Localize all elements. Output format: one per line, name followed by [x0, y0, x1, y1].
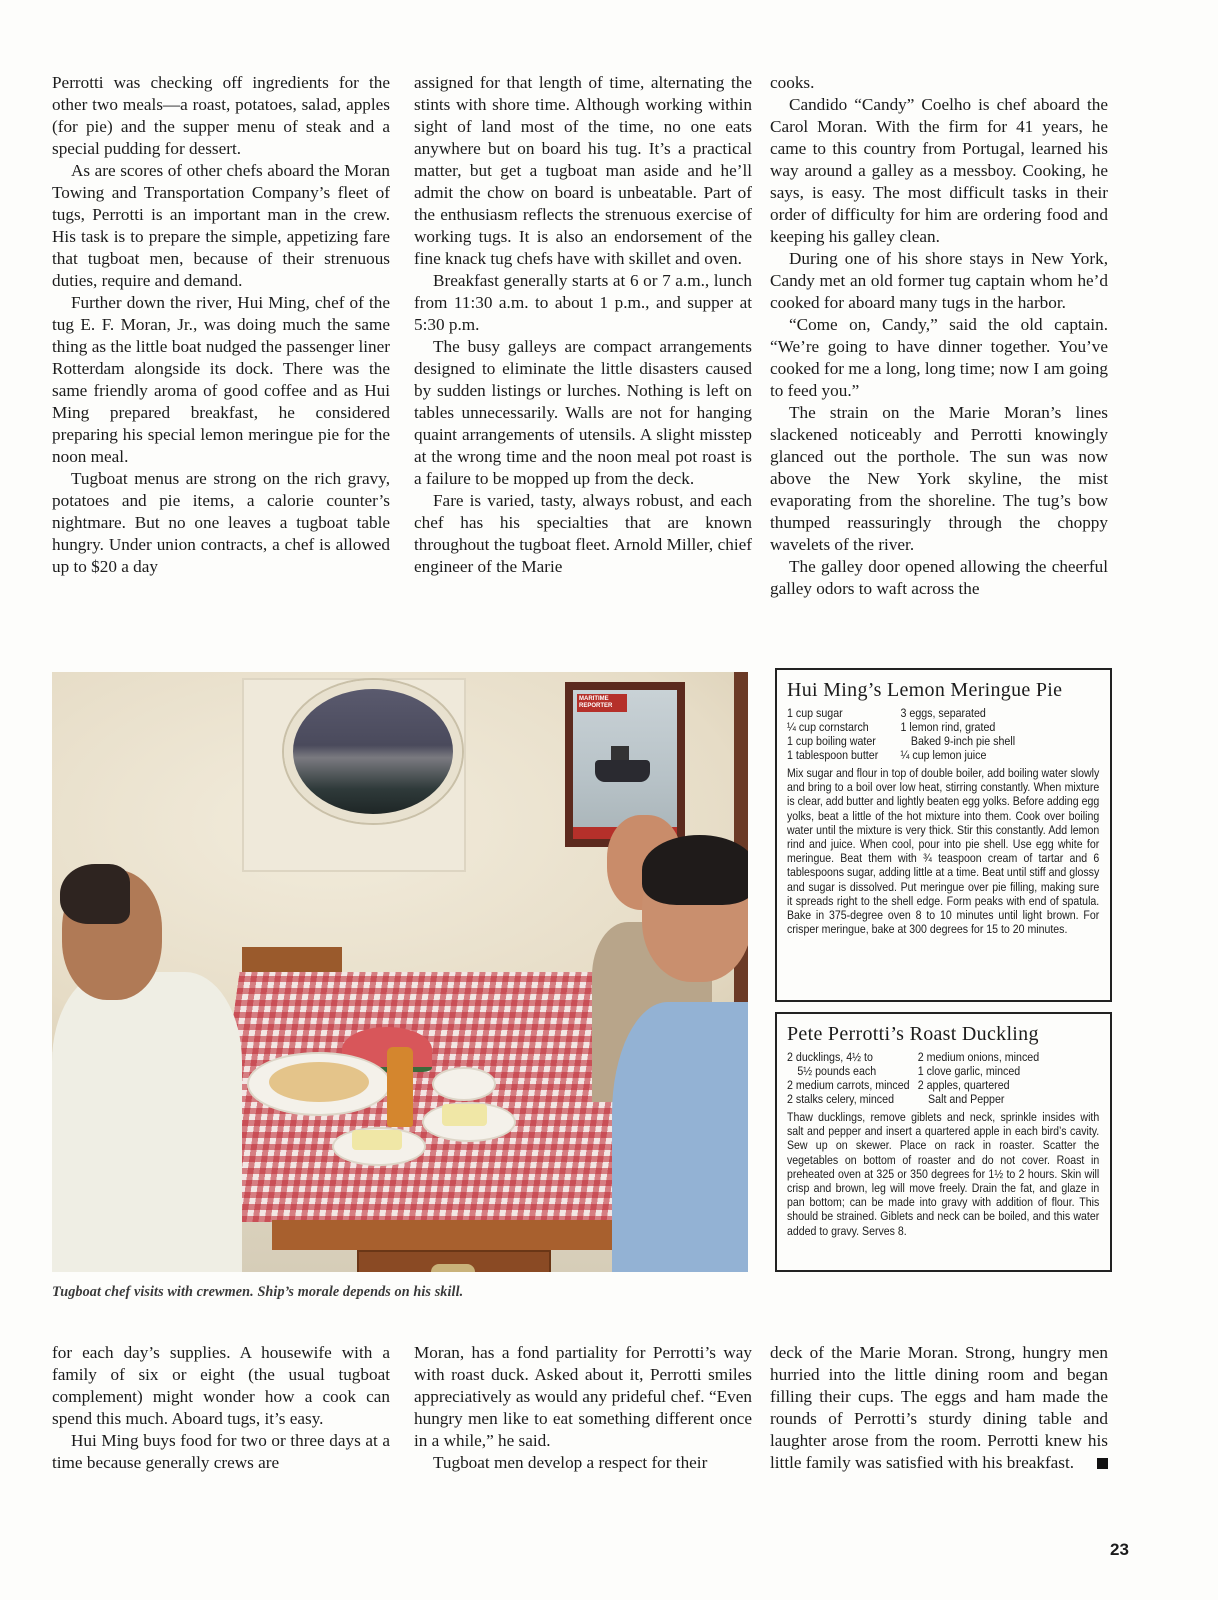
- ingredient: 5½ pounds each: [797, 1064, 877, 1078]
- article-column-2-top: [414, 72, 752, 578]
- page-number: 23: [1110, 1540, 1129, 1559]
- dressing-bottle: [387, 1047, 413, 1127]
- recipe-title: Hui Ming’s Lemon Meringue Pie: [787, 679, 1063, 701]
- ingredient: Baked 9-inch pie shell: [910, 734, 1016, 748]
- recipe-lemon-meringue-pie: [775, 668, 1112, 1002]
- paragraph: Further down the river, Hui Ming, chef of the tug E. F. Moran, Jr., was doing much the same thing as the little boat nudged the passenger liner Rotterdam alongside its dock. There was the same friendly aroma of good coffee and as Hui Ming prepared breakfast, he considered preparing his special lemon meringue pie for the noon meal.: [52, 293, 390, 466]
- recipe-title: Pete Perrotti’s Roast Duckling: [787, 1023, 1039, 1045]
- table-drawer: [357, 1250, 551, 1272]
- paragraph: The busy galleys are compact arrangements designed to eliminate the little disasters caused by sudden listings or lurches. Nothing is left on tables unnecessarily. Walls are not for hanging quaint arrangements of utensils. A slight misstep at the wrong time and the noon meal pot roast is a failure to be mopped up from the deck.: [414, 337, 752, 488]
- young-crewman-body: [612, 1002, 748, 1272]
- recipe-roast-duckling: [775, 1012, 1112, 1272]
- paragraph: Hui Ming buys food for two or three days at a time because generally crews are: [52, 1431, 390, 1472]
- ingredient: 2 stalks celery, minced: [787, 1092, 895, 1106]
- paragraph: The strain on the Marie Moran’s lines slackened noticeably and Perrotti knowingly glanced out the porthole. The sun was now above the New York skyline, the mist evaporating from the shoreline. The tug’s bow thumped reassuringly through the choppy wavelets of the river.: [770, 403, 1108, 554]
- tugboat-illustration: [595, 760, 650, 782]
- photo-caption: Tugboat chef visits with crewmen. Ship’s morale depends on his skill.: [52, 1284, 464, 1300]
- ingredient: 2 medium carrots, minced: [787, 1078, 910, 1092]
- paragraph: Fare is varied, tasty, always robust, and each chef has his specialties that are known throughout the tugboat fleet. Arnold Miller, chief engineer of the Marie: [414, 491, 752, 576]
- paragraph: During one of his shore stays in New York, Candy met an old former tug captain whom he’d cooked for aboard many tugs in the harbor.: [770, 249, 1108, 312]
- recipe-method: Mix sugar and flour in top of double boiler, add boiling water slowly and bring to a boil over low heat, stirring constantly. When mixture is clear, add butter and lightly beaten egg yolks. Before adding egg yolks, beat a little of the hot mixture into them. Cook over boiling water until the mixture is very thick. Stir this constantly. Add lemon rind and juice. When cool, pour into pie shell. Use egg white for meringue. Beat them with ¾ teaspoon cream of tartar and 6 tablespoons sugar, adding little at a time. Beat until stiff and glossy and sugar is dissolved. Put meringue over pie filling, making sure it spreads right to the shell edge. Form peaks with end of spatula. Bake in 375-degree oven 8 to 10 minutes until light brown. For crisper meringue, bake at 300 degrees for 15 to 20 minutes.: [787, 766, 1100, 937]
- ingredient: 1 cup sugar: [787, 706, 843, 720]
- chef-hair: [60, 864, 130, 924]
- ingredient: 1 cup boiling water: [787, 734, 876, 748]
- paragraph: Tugboat men develop a respect for their: [433, 1453, 708, 1472]
- paragraph: assigned for that length of time, alternating the stints with shore time. Although working within sight of land most of the time, no one eats anywhere but on board his tug. It’s a practical matter, but get a tugboat man aside and he’ll admit the chow on board is unbeatable. Part of the enthusiasm reflects the strenuous exercise of working tugs. It is also an endorsement of the fine knack tug chefs have with skillet and oven.: [414, 73, 752, 268]
- ingredient: ¼ cup cornstarch: [787, 720, 869, 734]
- ingredient: 1 clove garlic, minced: [917, 1064, 1021, 1078]
- paragraph: [770, 1342, 1108, 1474]
- paragraph: Moran, has a fond partiality for Perrotti’s way with roast duck. Asked about it, Perrotti smiles appreciatively as would any prideful chef. “Even hungry men like to eat something different once in a while,” he said.: [414, 1343, 752, 1450]
- ingredient: 2 ducklings, 4½ to: [787, 1050, 873, 1064]
- pie-slice: [442, 1104, 487, 1126]
- end-of-article-mark: [1097, 1458, 1108, 1469]
- porthole: [284, 680, 462, 823]
- paragraph: Tugboat menus are strong on the rich gravy, potatoes and pie items, a calorie counter’s nightmare. But no one leaves a tugboat table hungry. Under union contracts, a chef is allowed up to $20 a day: [52, 469, 390, 576]
- article-column-1-top: [52, 72, 390, 578]
- salad: [269, 1062, 369, 1102]
- paragraph: Candido “Candy” Coelho is chef aboard the Carol Moran. With the firm for 41 years, he came to this country from Portugal, learned his way around a galley as a messboy. Cooking, he says, is easy. The most difficult tasks in their order of difficulty for him are ordering food and keeping his galley clean.: [770, 95, 1108, 246]
- ingredient: 1 tablespoon butter: [787, 748, 879, 762]
- ingredient-list: [787, 1050, 1099, 1106]
- ingredient-list: [787, 706, 1099, 762]
- poster-title: MARITIME REPORTER: [577, 694, 627, 712]
- ingredient: 1 lemon rind, grated: [900, 720, 996, 734]
- ingredient: 3 eggs, separated: [900, 706, 986, 720]
- paragraph: “Come on, Candy,” said the old captain. “We’re going to have dinner together. You’ve cooked for me a long, long time; now I am going to feed you.”: [770, 315, 1108, 400]
- article-column-1-bottom: [52, 1342, 390, 1474]
- ingredient: 2 apples, quartered: [917, 1078, 1010, 1092]
- pie-slice: [352, 1130, 402, 1150]
- recipe-method: Thaw ducklings, remove giblets and neck, sprinkle insides with salt and pepper and insert a quartered apple in each bird’s cavity. Sew up on skewer. Place on rack in roaster. Scatter the vegetables on bottom of roaster and do not cover. Roast in preheated oven at 325 or 350 degrees for 1½ to 2 hours. Skin will crisp and brown, leg will move freely. Drain the fat, and glaze in pan bottom; can be made into gravy with addition of flour. This should be strained. Giblets and neck can be boiled, and this water added to gravy. Serves 8.: [787, 1110, 1100, 1238]
- galley-photo: [52, 672, 748, 1272]
- ingredient: Salt and Pepper: [928, 1092, 1005, 1106]
- paragraph: Perrotti was checking off ingredients for the other two meals—a roast, potatoes, salad, apples (for pie) and the supper menu of steak and a special pudding for dessert.: [52, 73, 390, 158]
- drawer-handle: [431, 1264, 475, 1272]
- bowl: [432, 1067, 496, 1101]
- paragraph: cooks.: [770, 73, 815, 92]
- young-crewman-hair: [642, 835, 748, 905]
- paragraph: for each day’s supplies. A housewife with a family of six or eight (the usual tugboat complement) might wonder how a cook can spend this much. Aboard tugs, it’s easy.: [52, 1343, 390, 1428]
- chef-body: [52, 972, 242, 1272]
- article-column-2-bottom: [414, 1342, 752, 1474]
- ingredient: ¼ cup lemon juice: [900, 748, 987, 762]
- article-column-3-top: [770, 72, 1108, 600]
- paragraph: As are scores of other chefs aboard the Moran Towing and Transportation Company’s fleet of tugs, Perrotti is an important man in the crew. His task is to prepare the simple, appetizing fare that tugboat men, because of their strenuous duties, require and demand.: [52, 161, 390, 290]
- table-edge: [272, 1220, 632, 1250]
- paragraph-text: deck of the Marie Moran. Strong, hungry men hurried into the little dining room and began filling their cups. The eggs and ham made the rounds of Perrotti’s sturdy dining table and laughter arose from the room. Perrotti knew his little family was satisfied with his breakfast.: [770, 1343, 1108, 1472]
- article-column-3-bottom: [770, 1342, 1108, 1474]
- ingredient: 2 medium onions, minced: [917, 1050, 1040, 1064]
- paragraph: Breakfast generally starts at 6 or 7 a.m., lunch from 11:30 a.m. to about 1 p.m., and supper at 5:30 p.m.: [414, 271, 752, 334]
- poster-image: [573, 690, 677, 839]
- paragraph: The galley door opened allowing the cheerful galley odors to waft across the: [770, 557, 1108, 598]
